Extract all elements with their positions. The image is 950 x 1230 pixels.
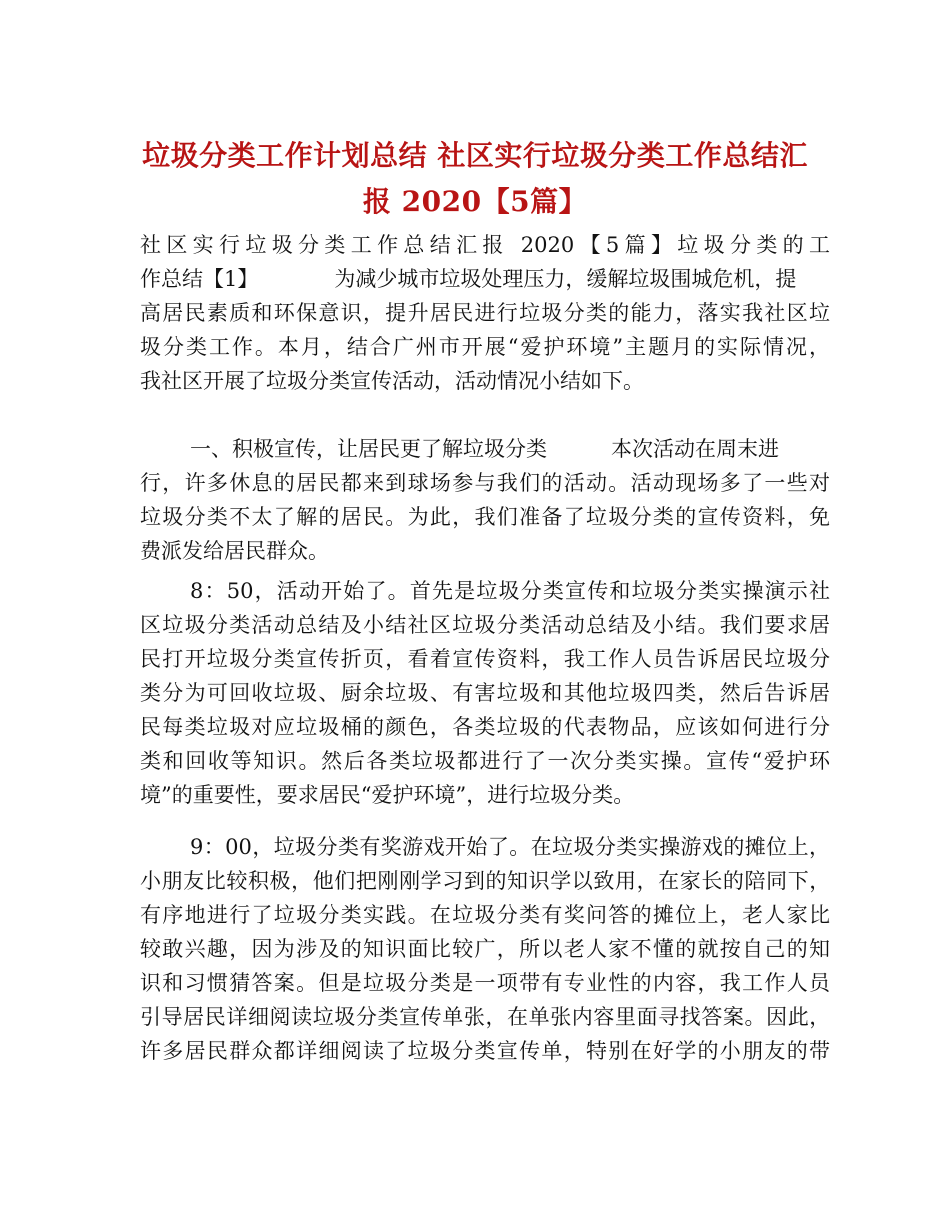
body-text: 民打开垃圾分类宣传折页，看着宣传资料，我工作人员告诉居民垃圾分: [140, 647, 830, 671]
body-text: 我社区开展了垃圾分类宣传活动，活动情况小结如下。: [140, 369, 644, 393]
body-text: 类和回收等知识。然后各类垃圾都进行了一次分类实操。宣传“爱护环: [140, 749, 830, 773]
body-text: 本次活动在周末进: [611, 437, 779, 461]
body-text: 费派发给居民群众。: [140, 539, 329, 563]
body-text: 垃圾分类不太了解的居民。为此，我们准备了垃圾分类的宣传资料，免: [140, 505, 830, 529]
body-text: 作总结【1】: [140, 267, 259, 291]
body-line: [140, 608, 830, 642]
body-text: 9：00，垃圾分类有奖游戏开始了。在垃圾分类实操游戏的摊位上，: [190, 835, 830, 859]
body-text: 高居民素质和环保意识，提升居民进行垃圾分类的能力，落实我社区垃: [140, 301, 830, 325]
body-text: 识和习惯猜答案。但是垃圾分类是一项带有专业性的内容，我工作人员: [140, 971, 830, 995]
body-line: [140, 864, 830, 898]
body-text: 境”的重要性，要求居民“爱护环境”，进行垃圾分类。: [140, 783, 635, 807]
body-line: [140, 898, 830, 932]
body-text: 较敢兴趣，因为涉及的知识面比较广，所以老人家不懂的就按自己的知: [140, 937, 830, 961]
body-line: [140, 296, 830, 330]
body-line: [140, 744, 830, 778]
body-line: [140, 262, 830, 296]
body-text: 类分为可回收垃圾、厨余垃圾、有害垃圾和其他垃圾四类，然后告诉居: [140, 681, 830, 705]
body-line: [140, 330, 830, 364]
body-text: 社区实行垃圾分类工作总结汇报 2020【5篇】: [140, 233, 678, 257]
body-line: [140, 932, 830, 966]
body-text: 区垃圾分类活动总结及小结社区垃圾分类活动总结及小结。我们要求居: [140, 613, 830, 637]
body-text: 行，许多休息的居民都来到球场参与我们的活动。活动现场多了一些对: [140, 471, 830, 495]
body-text: 引导居民详细阅读垃圾分类宣传单张，在单张内容里面寻找答案。因此，: [140, 1005, 830, 1029]
section-heading: 一、积极宣传，让居民更了解垃圾分类: [190, 437, 547, 461]
document-title-line-2: 报 2020【5篇】: [362, 185, 588, 218]
body-text: 许多居民群众都详细阅读了垃圾分类宣传单，特别在好学的小朋友的带: [140, 1039, 830, 1063]
body-line: [140, 830, 830, 864]
body-text: 有序地进行了垃圾分类实践。在垃圾分类有奖问答的摊位上，老人家比: [140, 903, 830, 927]
body-line: [140, 432, 830, 466]
body-text: 8：50，活动开始了。首先是垃圾分类宣传和垃圾分类实操演示社: [190, 579, 830, 603]
body-line: [140, 534, 830, 568]
body-line: [140, 710, 830, 744]
body-line: [140, 676, 830, 710]
body-text: 为减少城市垃圾处理压力，缓解垃圾围城危机，提: [334, 267, 797, 291]
body-line: [140, 1000, 830, 1034]
body-line: [140, 778, 830, 812]
body-text: 民每类垃圾对应垃圾桶的颜色，各类垃圾的代表物品，应该如何进行分: [140, 715, 830, 739]
document-title-line-1: 垃圾分类工作计划总结 社区实行垃圾分类工作总结汇: [142, 139, 808, 172]
body-line: [140, 500, 830, 534]
body-text: 垃圾分类的工: [677, 233, 830, 257]
body-text: 小朋友比较积极，他们把刚刚学习到的知识学以致用，在家长的陪同下，: [140, 869, 830, 893]
body-text: 圾分类工作。本月，结合广州市开展“爱护环境”主题月的实际情况，: [140, 335, 830, 359]
body-line: [140, 1034, 830, 1068]
body-line: [140, 364, 830, 398]
body-line: [140, 466, 830, 500]
body-line: [140, 642, 830, 676]
body-line: [140, 574, 830, 608]
body-line: [140, 966, 830, 1000]
body-line: [140, 228, 830, 262]
